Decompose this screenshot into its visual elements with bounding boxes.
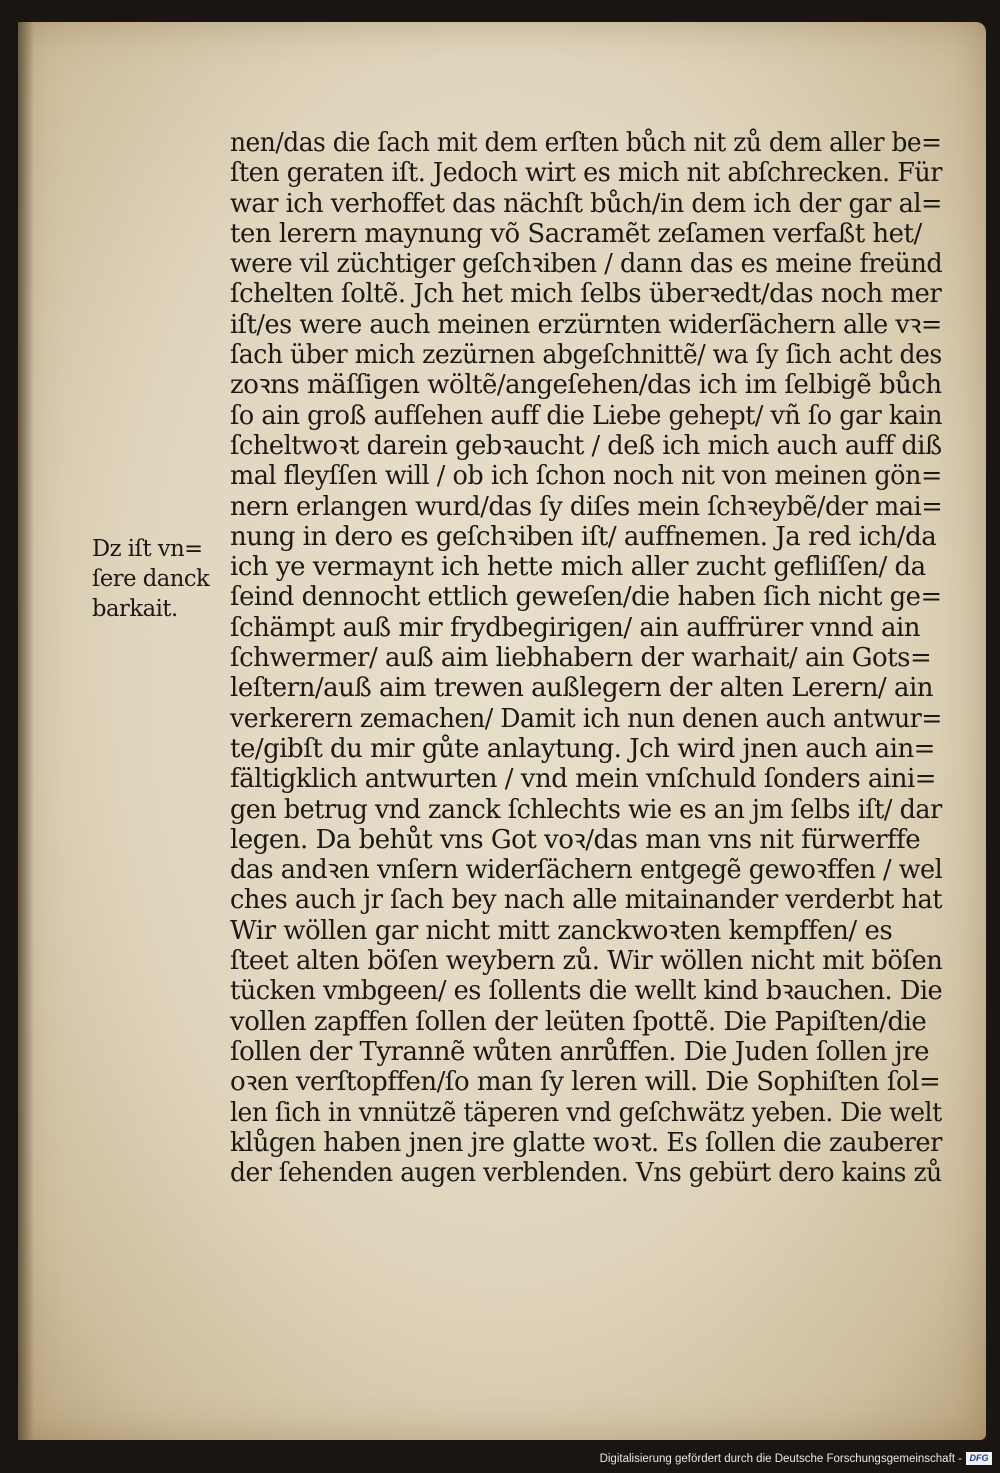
text-line: ſeind dennocht ettlich geweſen/die haben ſich nicht ge= bbox=[230, 582, 942, 613]
text-line: Wir wöllen gar nicht mitt zanckwoꝛten kempffen/ es bbox=[230, 915, 893, 946]
text-line: nen/das die ſach mit dem erſten bůch nit zů dem aller be= bbox=[230, 128, 942, 158]
text-line: war ich verhoffet das nächſt bůch/in dem ich der gar al= bbox=[230, 188, 943, 219]
text-line: leſtern/auß aim trewen außlegern der alten Lerern/ ain bbox=[230, 673, 934, 704]
text-line: verkerern zemachen/ Damit ich nun denen auch antwur= bbox=[230, 703, 942, 734]
text-line: ſchelten ſoltẽ. Jch het mich ſelbs überꝛedt/das noch mer bbox=[230, 279, 942, 310]
text-line: ſteet alten böſen weybern zů. Wir wöllen nicht mit böſen bbox=[230, 946, 943, 977]
text-line: fältigklich antwurten / vnd mein vnſchuld ſonders aini= bbox=[230, 764, 937, 795]
text-line: oꝛen verſtopffen/ſo man ſy leren will. Die Sophiſten ſol= bbox=[230, 1067, 941, 1098]
text-line: mal fleyſſen will / ob ich ſchon noch nit von meinen gön= bbox=[230, 461, 942, 492]
text-line: ich ye vermaynt ich hette mich aller zucht gefliſſen/ da bbox=[230, 552, 926, 583]
text-line: klůgen haben jnen jre glatte woꝛt. Es ſollen die zauberer bbox=[230, 1127, 942, 1158]
margin-note-line: ſere danck bbox=[92, 566, 210, 592]
text-line: ſchämpt auß mir frydbegirigen/ ain auffrürer vnnd ain bbox=[230, 612, 921, 643]
text-line: zoꝛns mäſſigen wöltẽ/angeſehen/das ich im ſelbigẽ bůch bbox=[230, 370, 942, 401]
text-line: legen. Da behůt vns Got voꝛ/das man vns nit fürwerffe bbox=[230, 824, 921, 855]
text-line: iſt/es were auch meinen erzürnten widerſächern alle vꝛ= bbox=[230, 309, 942, 340]
text-line: ſo ain groß aufſehen auff die Liebe gehept/ vñ ſo gar kain bbox=[230, 400, 943, 431]
margin-note-line: barkait. bbox=[92, 596, 178, 622]
text-line: ſollen der Tyrannẽ wůten anrůffen. Die Juden ſollen jre bbox=[230, 1036, 930, 1067]
text-line: tücken vmbgeen/ es ſollents die wellt kind bꝛauchen. Die bbox=[230, 976, 943, 1007]
text-line: das andꝛen vnſern widerſächern entgegẽ gewoꝛffen / wel bbox=[230, 855, 943, 886]
digitization-footer bbox=[600, 1452, 992, 1465]
text-line: gen betrug vnd zanck ſchlechts wie es an jm ſelbs iſt/ dar bbox=[230, 794, 942, 825]
main-text-block bbox=[230, 128, 942, 1188]
margin-note bbox=[92, 534, 222, 624]
margin-note-line: Dz iſt vn= bbox=[92, 536, 203, 562]
text-line: len ſich in vnnützẽ täperen vnd geſchwätz yeben. Die welt bbox=[230, 1097, 942, 1128]
footer-credit: Digitalisierung gefördert durch die Deutsche Forschungsgemeinschaft - bbox=[599, 1452, 962, 1465]
text-line: ſten geraten iſt. Jedoch wirt es mich nit abſchrecken. Für bbox=[230, 158, 942, 189]
text-line: ten lerern maynung võ Sacramẽt zeſamen verfaßt het/ bbox=[230, 218, 922, 249]
text-line: te/gibſt du mir gůte anlaytung. Jch wird jnen auch ain= bbox=[230, 733, 935, 764]
text-line: ſchwermer/ auß aim liebhabern der warhait/ ain Gots= bbox=[230, 643, 932, 674]
text-line: ſcheltwoꝛt darein gebꝛaucht / deß ich mich auch auff diß bbox=[230, 430, 942, 461]
book-spine-shadow bbox=[18, 22, 34, 1440]
text-line: nern erlangen wurd/das ſy diſes mein ſchꝛeybẽ/der mai= bbox=[230, 491, 943, 522]
text-line: der ſehenden augen verblenden. Vns gebürt dero kains zů bbox=[230, 1158, 942, 1189]
text-line: were vil züchtiger geſchꝛiben / dann das es meine freünd bbox=[230, 249, 943, 280]
text-line: ſach über mich zezürnen abgeſchnittẽ/ wa ſy ſich acht des bbox=[230, 340, 942, 371]
text-line: nung in dero es geſchꝛiben iſt/ auffnemen. Ja red ich/da bbox=[230, 521, 937, 552]
text-line: ches auch jr ſach bey nach alle mitainander verderbt hat bbox=[230, 885, 943, 916]
text-line: vollen zapffen ſollen der leüten ſpottẽ. Die Papiſten/die bbox=[230, 1006, 927, 1037]
dfg-logo-icon: DFG bbox=[966, 1452, 992, 1465]
